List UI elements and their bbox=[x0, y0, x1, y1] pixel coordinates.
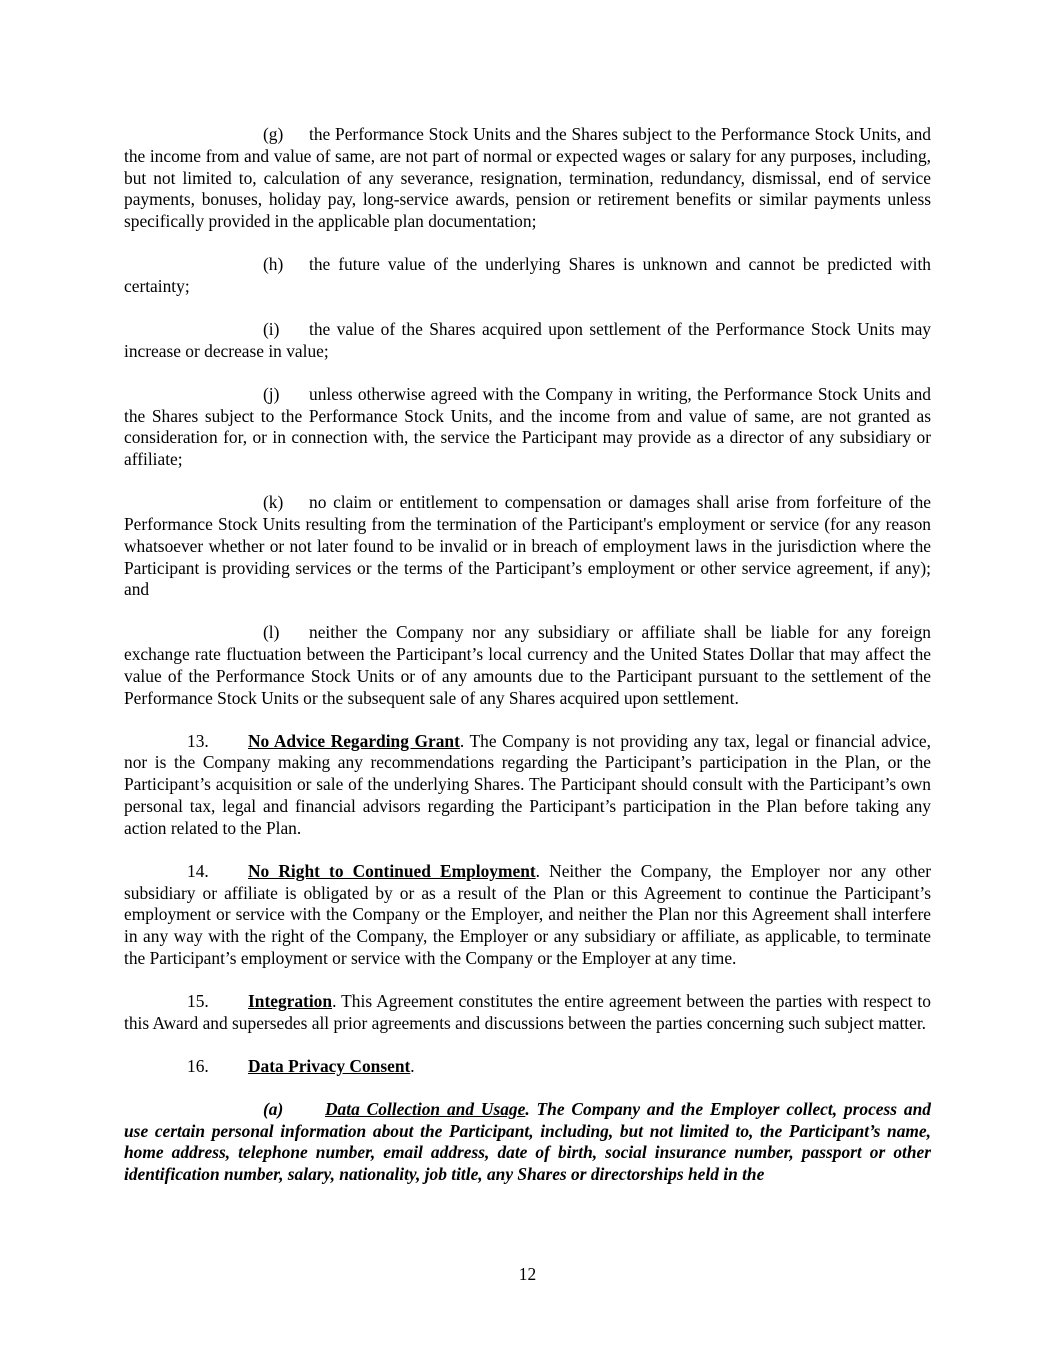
subsection-text: . The Company and the Employer collect, process and use certain personal information about the Participant, including, but not limited to, the Participant’s name, home address, telephone number, email address, date of birth, social insurance number, passport or other identification number, salary, nationality, job title, any Shares or directorships held in the bbox=[124, 1098, 931, 1185]
clause-label: (i) bbox=[263, 318, 280, 339]
clause-g bbox=[124, 124, 931, 233]
subsection-heading: Data Collection and Usage bbox=[325, 1098, 526, 1119]
clause-j bbox=[124, 384, 931, 471]
section-16-a bbox=[124, 1099, 931, 1186]
clause-h bbox=[124, 254, 931, 298]
section-text: . This Agreement constitutes the entire agreement between the parties with respect to this Award and supersedes all prior agreements and discussions between the parties concerning such subject matter. bbox=[124, 991, 931, 1033]
section-number: 16. bbox=[187, 1055, 209, 1076]
clause-text: the future value of the underlying Shares is unknown and cannot be predicted with certainty; bbox=[124, 254, 931, 296]
section-number: 15. bbox=[187, 991, 209, 1011]
clause-text: neither the Company nor any subsidiary or affiliate shall be liable for any foreign exchange rate fluctuation between the Participant’s local currency and the United States Dollar that may affect the value of the Performance Stock Units or of any amounts due to the Participant pursuant to the settlement of the Performance Stock Units or the subsequent sale of any Shares acquired upon settlement. bbox=[124, 622, 931, 708]
section-heading: No Right to Continued Employment bbox=[248, 860, 536, 881]
clause-l bbox=[124, 622, 931, 709]
clause-k bbox=[124, 492, 931, 601]
clause-i bbox=[124, 319, 931, 363]
section-number: 14. bbox=[187, 860, 209, 881]
section-14 bbox=[124, 861, 931, 970]
section-heading: Data Privacy Consent bbox=[248, 1055, 411, 1076]
section-number: 13. bbox=[187, 730, 209, 751]
clause-text: no claim or entitlement to compensation or damages shall arise from forfeiture of the Performance Stock Units resulting from the termination of the Participant's employment or service (for any reason whatsoever whether or not later found to be invalid or in breach of employment laws in the jurisdiction where the Participant is providing services or the terms of the Participant’s employment or other service agreement, if any); and bbox=[124, 492, 931, 600]
section-16 bbox=[124, 1056, 931, 1078]
section-heading: Integration bbox=[248, 991, 333, 1011]
clause-text: the value of the Shares acquired upon settlement of the Performance Stock Units may increase or decrease in value; bbox=[124, 318, 931, 361]
document-page bbox=[124, 124, 931, 1207]
clause-label: (l) bbox=[263, 622, 280, 643]
section-text: . The Company is not providing any tax, legal or financial advice, nor is the Company making any recommendations regarding the Participant’s participation in the Plan, or the Participant’s acquisition or sale of the underlying Shares. The Participant should consult with the Participant’s own personal tax, legal and financial advisors regarding the Participant’s participation in the Plan before taking any action related to the Plan. bbox=[124, 730, 931, 838]
section-13 bbox=[124, 731, 931, 840]
section-15 bbox=[124, 991, 931, 1035]
section-heading: No Advice Regarding Grant bbox=[248, 730, 460, 751]
clause-text: unless otherwise agreed with the Company in writing, the Performance Stock Units and the Shares subject to the Performance Stock Units, and the income from and value of same, are not granted as consideration for, or in connection with, the service the Participant may provide as a director of any subsidiary or affiliate; bbox=[124, 383, 931, 470]
clause-label: (j) bbox=[263, 383, 280, 404]
subsection-label: (a) bbox=[263, 1098, 284, 1119]
clause-label: (h) bbox=[263, 254, 284, 275]
clause-text: the Performance Stock Units and the Shares subject to the Performance Stock Units, and the income from and value of same, are not part of normal or expected wages or salary for any purposes, including, but not limited to, calculation of any severance, resignation, termination, redundancy, dismissal, end of service payments, bonuses, holiday pay, long-service awards, pension or retirement benefits or similar payments unless specifically provided in the applicable plan documentation; bbox=[124, 124, 931, 232]
clause-label: (k) bbox=[263, 492, 284, 513]
section-text: . bbox=[410, 1055, 415, 1076]
section-text: . Neither the Company, the Employer nor any other subsidiary or affiliate is obligated by or as a result of the Plan or this Agreement to continue the Participant’s employment or service with the Company or the Employer, and neither the Plan nor this Agreement shall interfere in any way with the right of the Company, the Employer or any subsidiary or affiliate, as applicable, to terminate the Participant’s employment or service with the Company or the Employer at any time. bbox=[124, 860, 931, 969]
page-number: 12 bbox=[518, 1264, 537, 1284]
clause-label: (g) bbox=[263, 124, 284, 144]
